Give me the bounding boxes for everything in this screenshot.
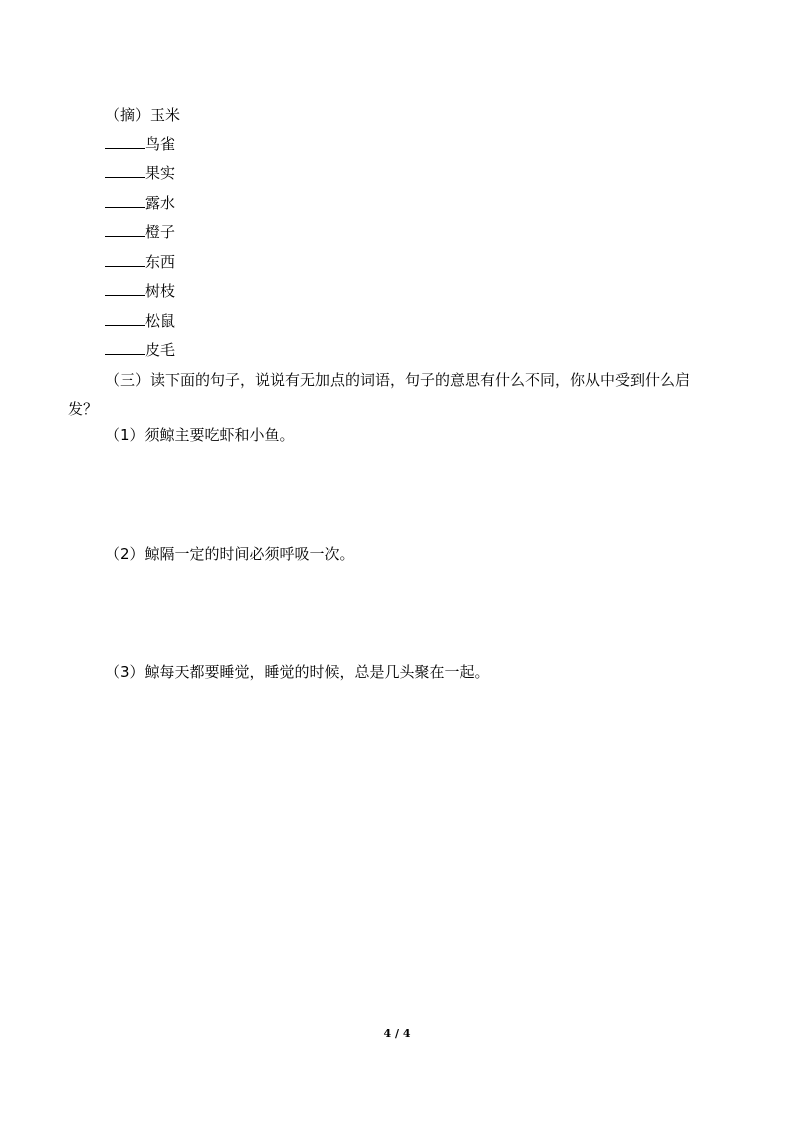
answer-blank[interactable] xyxy=(105,163,145,178)
blank-item xyxy=(105,193,175,213)
blank-item-word: 松鼠 xyxy=(145,312,176,330)
answer-blank[interactable] xyxy=(105,311,145,326)
answer-blank[interactable] xyxy=(105,134,145,149)
answer-blank[interactable] xyxy=(105,281,145,296)
page-number: 4 / 4 xyxy=(383,1027,411,1040)
blank-item-word: 露水 xyxy=(145,194,176,212)
blank-item xyxy=(105,252,175,272)
example-item: （摘）玉米 xyxy=(105,106,181,124)
sentence-2: （2）鲸隔一定的时间必须呼吸一次。 xyxy=(105,545,355,563)
blank-item xyxy=(105,134,175,154)
answer-blank[interactable] xyxy=(105,252,145,267)
blank-item xyxy=(105,340,175,360)
blank-item xyxy=(105,281,175,301)
answer-blank[interactable] xyxy=(105,340,145,355)
blank-item xyxy=(105,222,175,242)
blank-item xyxy=(105,311,175,331)
answer-blank[interactable] xyxy=(105,222,145,237)
sentence-3: （3）鲸每天都要睡觉，睡觉的时候，总是几头聚在一起。 xyxy=(105,663,490,681)
sentence-1: （1）须鲸主要吃虾和小鱼。 xyxy=(105,426,295,444)
section3-question: （三）读下面的句子，说说有无加点的词语，句子的意思有什么不同，你从中受到什么启发？ xyxy=(68,371,691,418)
blank-item-word: 鸟雀 xyxy=(145,135,176,153)
blank-item-word: 东西 xyxy=(145,253,176,271)
answer-blank[interactable] xyxy=(105,193,145,208)
blank-item-word: 树枝 xyxy=(145,282,176,300)
blank-item xyxy=(105,163,175,183)
blank-item-word: 橙子 xyxy=(145,223,176,241)
blank-item-word: 皮毛 xyxy=(145,341,176,359)
blank-item-word: 果实 xyxy=(145,164,176,182)
